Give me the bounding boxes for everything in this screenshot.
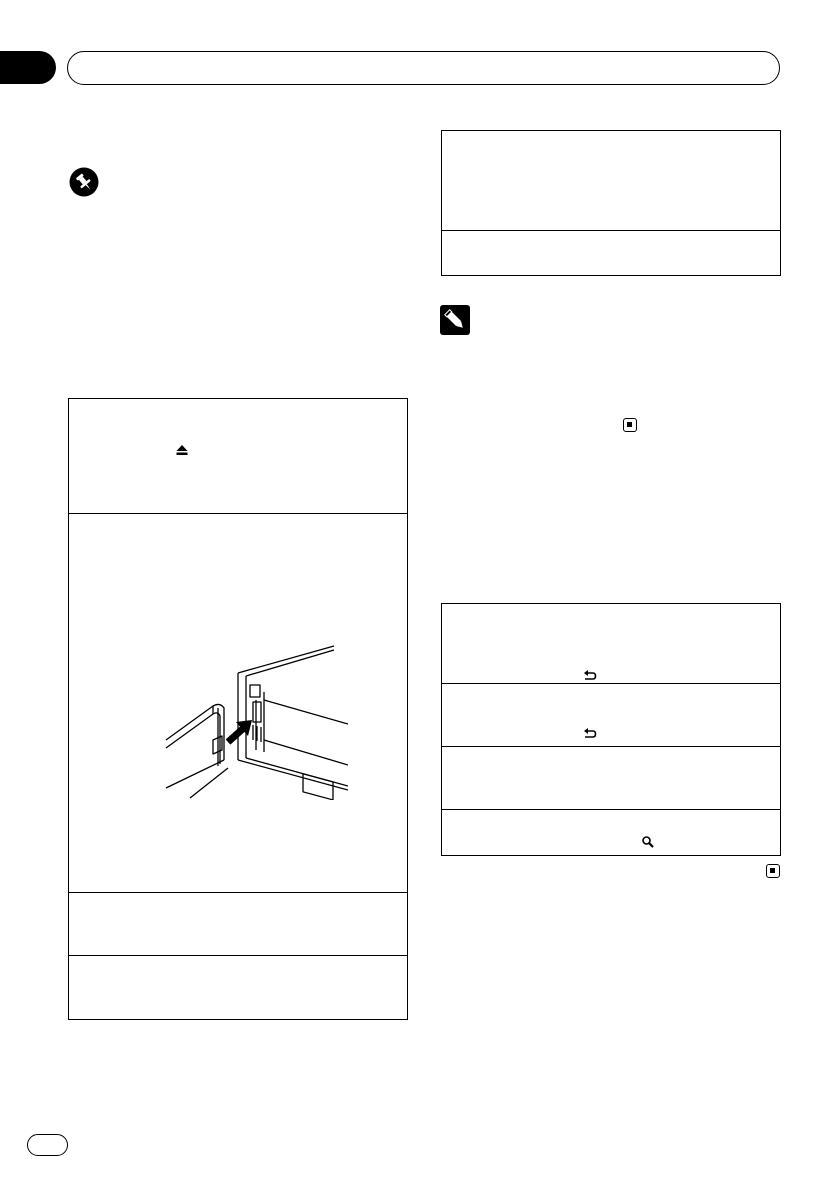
- header-title-bar: [67, 51, 780, 85]
- stop-square-icon: [766, 864, 780, 878]
- left-table-divider-2: [68, 892, 408, 893]
- left-table-divider-1: [68, 513, 408, 514]
- stop-square-icon: [623, 418, 637, 432]
- search-icon: [641, 835, 655, 849]
- pushpin-icon: [69, 167, 99, 197]
- right-bottom-table-divider-1: [441, 683, 781, 684]
- page-number-badge: [27, 1134, 68, 1156]
- right-bottom-table: [441, 603, 781, 856]
- left-table-divider-3: [68, 955, 408, 956]
- back-arrow-icon: [583, 668, 597, 682]
- front-panel-attach-illustration: [158, 640, 348, 800]
- right-top-table-divider: [441, 230, 781, 231]
- back-arrow-icon: [583, 726, 597, 740]
- right-bottom-table-divider-3: [441, 809, 781, 810]
- right-bottom-table-divider-2: [441, 746, 781, 747]
- pencil-icon: [440, 305, 470, 335]
- section-tab: [0, 51, 56, 84]
- eject-icon: [175, 443, 189, 457]
- right-top-table: [441, 130, 781, 276]
